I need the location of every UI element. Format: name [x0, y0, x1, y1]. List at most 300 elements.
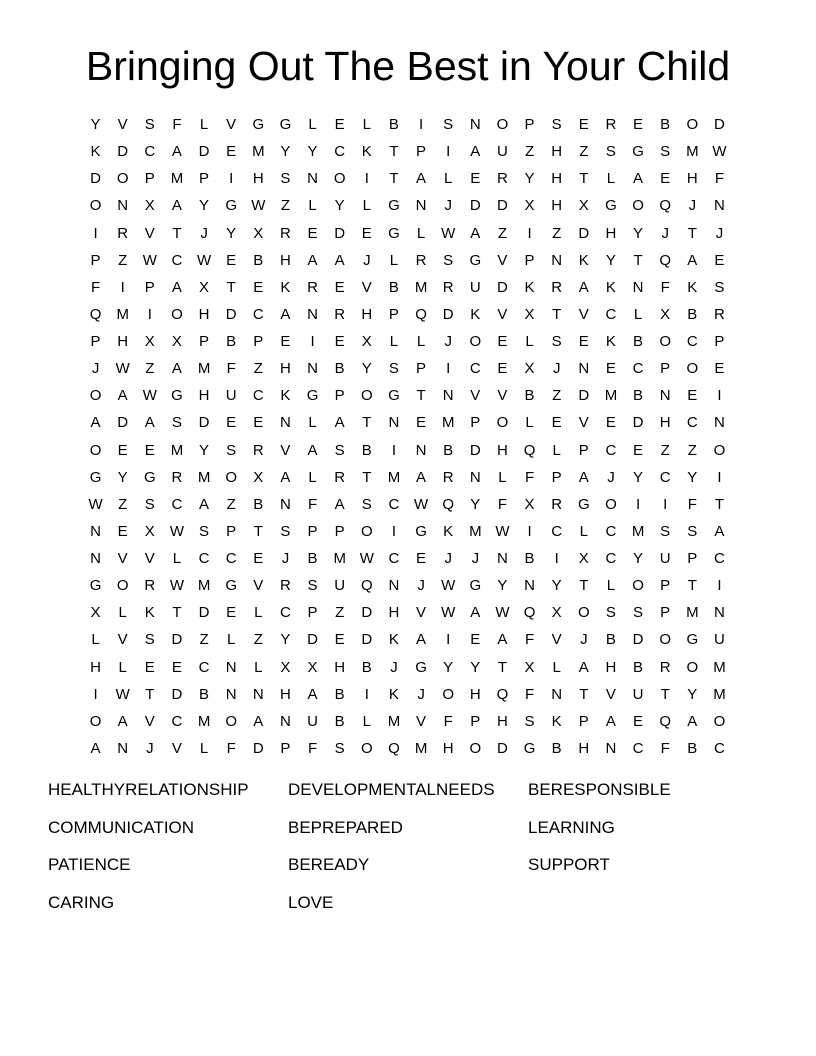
grid-cell: A — [334, 495, 345, 513]
grid-cell: Q — [388, 739, 400, 757]
grid-cell: Y — [687, 685, 698, 703]
grid-cell: P — [470, 414, 481, 432]
grid-cell: Z — [199, 631, 209, 649]
grid-cell: V — [171, 739, 182, 757]
grid-cell: X — [578, 550, 589, 568]
grid-cell: N — [551, 685, 563, 703]
grid-cell: C — [171, 495, 183, 513]
grid-cell: O — [360, 739, 373, 757]
grid-cell: A — [280, 468, 291, 486]
grid-cell: B — [633, 387, 644, 405]
grid-cell: N — [714, 414, 725, 432]
grid-cell: Z — [280, 197, 291, 215]
grid-cell: S — [551, 116, 562, 134]
grid-cell: E — [334, 116, 345, 134]
word-list-item: LOVE — [288, 893, 334, 913]
grid-cell: H — [605, 658, 617, 676]
grid-cell: Y — [90, 116, 101, 134]
grid-cell: M — [252, 143, 265, 161]
word-list-item: COMMUNICATION — [48, 817, 195, 837]
grid-cell: E — [687, 387, 698, 405]
grid-cell: O — [89, 441, 102, 459]
grid-cell: M — [197, 577, 211, 595]
grid-cell: C — [632, 360, 644, 378]
grid-cell: J — [200, 224, 208, 242]
grid-cell: L — [552, 658, 561, 676]
grid-cell: V — [253, 577, 264, 595]
grid-cell: A — [470, 224, 481, 242]
grid-cell: I — [418, 116, 424, 134]
grid-cell: G — [632, 143, 644, 161]
grid-cell: H — [252, 170, 264, 188]
grid-cell: W — [495, 604, 510, 622]
grid-cell: R — [551, 495, 563, 513]
grid-cell: L — [254, 658, 263, 676]
grid-cell: G — [523, 739, 536, 757]
grid-cell: L — [416, 224, 426, 242]
grid-cell: C — [198, 658, 210, 676]
grid-cell: N — [524, 577, 535, 595]
grid-cell: H — [280, 360, 291, 378]
grid-cell: U — [632, 685, 644, 703]
grid-cell: C — [252, 305, 264, 323]
grid-cell: T — [362, 414, 372, 432]
grid-cell: P — [334, 387, 345, 405]
grid-cell: C — [714, 550, 725, 568]
grid-cell: T — [172, 224, 182, 242]
grid-cell: N — [280, 495, 291, 513]
grid-cell: N — [388, 577, 400, 595]
grid-cell: Z — [552, 224, 562, 242]
grid-cell: J — [281, 550, 290, 568]
grid-cell: C — [144, 143, 156, 161]
grid-cell: O — [89, 712, 102, 730]
grid-cell: F — [660, 739, 670, 757]
grid-cell: P — [199, 333, 210, 351]
grid-cell: A — [470, 604, 481, 622]
grid-cell: I — [663, 495, 668, 513]
grid-cell: W — [115, 360, 130, 378]
grid-cell: V — [117, 116, 128, 134]
word-list-item: BEPREPARED — [288, 817, 403, 837]
grid-cell: T — [226, 278, 236, 296]
grid-cell: Z — [226, 495, 236, 513]
grid-cell: E — [633, 441, 644, 459]
grid-cell: W — [712, 143, 727, 161]
grid-cell: V — [226, 116, 237, 134]
grid-cell: U — [307, 712, 318, 730]
grid-cell: Y — [633, 550, 644, 568]
grid-cell: L — [606, 170, 616, 188]
grid-cell: C — [605, 522, 617, 540]
grid-cell: E — [226, 251, 237, 269]
word-list-item: PATIENCE — [48, 855, 131, 875]
grid-cell: X — [307, 658, 318, 676]
grid-cell: B — [388, 278, 399, 296]
grid-cell: O — [605, 495, 617, 513]
grid-cell: N — [605, 739, 617, 757]
grid-cell: E — [714, 360, 725, 378]
grid-cell: W — [495, 522, 510, 540]
grid-cell: U — [225, 387, 237, 405]
grid-cell: L — [579, 522, 588, 540]
grid-cell: B — [199, 685, 210, 703]
grid-cell: Y — [199, 197, 210, 215]
grid-cell: E — [117, 522, 128, 540]
grid-cell: C — [686, 333, 698, 351]
grid-cell: N — [714, 197, 725, 215]
grid-cell: O — [89, 197, 102, 215]
grid-cell: B — [226, 333, 237, 351]
grid-cell: D — [361, 631, 373, 649]
grid-cell: S — [633, 604, 644, 622]
grid-cell: Z — [524, 143, 535, 161]
grid-cell: X — [144, 522, 155, 540]
grid-cell: I — [229, 170, 234, 188]
grid-cell: A — [714, 522, 725, 540]
grid-cell: M — [686, 143, 699, 161]
grid-cell: E — [253, 414, 264, 432]
grid-cell: P — [90, 251, 101, 269]
grid-cell: N — [225, 685, 237, 703]
grid-cell: E — [605, 414, 616, 432]
grid-cell: G — [225, 577, 238, 595]
grid-cell: P — [524, 116, 535, 134]
grid-cell: T — [389, 170, 399, 188]
grid-cell: A — [199, 495, 210, 513]
grid-cell: D — [578, 224, 590, 242]
word-list-item: HEALTHYRELATIONSHIP — [48, 780, 249, 799]
grid-cell: Y — [633, 224, 644, 242]
grid-cell: O — [225, 468, 238, 486]
grid-cell: S — [334, 739, 345, 757]
grid-cell: O — [686, 116, 699, 134]
grid-cell: I — [554, 550, 559, 568]
grid-cell: R — [171, 468, 183, 486]
grid-cell: P — [226, 522, 237, 540]
grid-cell: E — [307, 224, 318, 242]
grid-cell: O — [442, 685, 455, 703]
grid-cell: C — [171, 712, 183, 730]
grid-cell: C — [469, 360, 481, 378]
grid-cell: P — [388, 305, 399, 323]
grid-cell: X — [144, 333, 155, 351]
grid-cell: S — [660, 522, 671, 540]
grid-cell: P — [307, 522, 318, 540]
grid-cell: V — [416, 712, 427, 730]
grid-cell: I — [93, 685, 98, 703]
grid-cell: G — [388, 197, 400, 215]
grid-cell: T — [145, 685, 155, 703]
grid-cell: K — [470, 305, 481, 323]
grid-cell: N — [659, 387, 671, 405]
grid-cell: V — [497, 251, 508, 269]
grid-cell: N — [307, 170, 318, 188]
letter-grid — [82, 111, 733, 762]
grid-cell: V — [144, 550, 155, 568]
grid-cell: R — [659, 658, 671, 676]
grid-cell: F — [226, 360, 236, 378]
grid-cell: I — [120, 278, 125, 296]
grid-cell: H — [605, 224, 617, 242]
grid-cell: S — [280, 170, 291, 188]
grid-cell: D — [714, 116, 725, 134]
grid-cell: M — [441, 414, 455, 432]
grid-cell: F — [524, 685, 535, 703]
grid-cell: P — [280, 739, 291, 757]
grid-cell: C — [280, 604, 291, 622]
grid-cell: H — [442, 739, 454, 757]
grid-cell: H — [469, 685, 481, 703]
grid-cell: P — [199, 170, 210, 188]
grid-cell: D — [497, 278, 508, 296]
grid-cell: X — [144, 197, 155, 215]
grid-cell: L — [444, 170, 453, 188]
grid-cell: A — [171, 278, 182, 296]
grid-cell: H — [198, 305, 210, 323]
grid-cell: S — [388, 360, 399, 378]
grid-cell: L — [199, 739, 209, 757]
grid-cell: U — [714, 631, 725, 649]
grid-cell: A — [497, 631, 508, 649]
grid-cell: Z — [687, 441, 697, 459]
grid-cell: I — [717, 387, 722, 405]
grid-cell: Z — [579, 143, 589, 161]
grid-cell: L — [633, 305, 643, 323]
grid-cell: L — [227, 631, 236, 649]
grid-cell: D — [171, 631, 183, 649]
grid-cell: Q — [496, 685, 509, 703]
grid-cell: K — [443, 522, 454, 540]
grid-cell: Q — [659, 251, 672, 269]
grid-cell: Z — [145, 360, 155, 378]
grid-cell: T — [579, 577, 589, 595]
grid-cell: B — [334, 360, 345, 378]
grid-cell: I — [147, 305, 152, 323]
grid-cell: M — [197, 468, 211, 486]
grid-cell: H — [280, 685, 291, 703]
grid-cell: C — [605, 550, 617, 568]
grid-cell: O — [686, 658, 699, 676]
grid-cell: I — [391, 522, 397, 540]
grid-cell: B — [334, 712, 345, 730]
grid-cell: B — [307, 550, 318, 568]
grid-cell: E — [470, 631, 481, 649]
grid-cell: O — [225, 712, 238, 730]
grid-cell: T — [416, 387, 426, 405]
grid-cell: H — [117, 333, 129, 351]
grid-cell: P — [144, 170, 155, 188]
grid-cell: P — [714, 333, 725, 351]
grid-cell: N — [90, 522, 101, 540]
grid-cell: P — [253, 333, 264, 351]
grid-cell: A — [605, 712, 616, 730]
grid-cell: L — [91, 631, 100, 649]
grid-cell: V — [578, 305, 589, 323]
grid-cell: Y — [334, 197, 345, 215]
grid-cell: B — [605, 631, 616, 649]
grid-cell: N — [551, 251, 563, 269]
grid-cell: I — [446, 143, 451, 161]
grid-cell: E — [171, 658, 182, 676]
grid-cell: V — [144, 712, 155, 730]
grid-cell: E — [714, 251, 725, 269]
grid-cell: B — [361, 441, 372, 459]
grid-cell: J — [417, 577, 425, 595]
grid-cell: R — [280, 577, 291, 595]
grid-cell: R — [442, 278, 454, 296]
grid-cell: M — [116, 305, 129, 323]
grid-cell: K — [578, 251, 589, 269]
grid-cell: A — [416, 631, 427, 649]
grid-cell: A — [470, 143, 481, 161]
grid-cell: R — [252, 441, 264, 459]
grid-cell: B — [687, 305, 698, 323]
grid-cell: A — [633, 170, 644, 188]
grid-cell: E — [226, 414, 237, 432]
grid-cell: Y — [280, 143, 291, 161]
grid-cell: P — [687, 550, 698, 568]
grid-cell: Q — [523, 604, 536, 622]
grid-cell: C — [388, 550, 400, 568]
grid-cell: M — [387, 468, 401, 486]
word-list-item: BERESPONSIBLE — [528, 780, 671, 799]
grid-cell: H — [90, 658, 101, 676]
grid-cell: D — [198, 604, 210, 622]
grid-cell: K — [524, 278, 535, 296]
grid-cell: G — [306, 387, 319, 405]
grid-cell: U — [469, 278, 481, 296]
grid-cell: L — [362, 197, 371, 215]
grid-cell: X — [253, 224, 264, 242]
grid-cell: H — [198, 387, 210, 405]
grid-cell: W — [142, 251, 157, 269]
grid-cell: R — [551, 278, 563, 296]
grid-cell: P — [90, 333, 101, 351]
grid-cell: N — [415, 441, 427, 459]
grid-cell: D — [198, 143, 210, 161]
grid-cell: G — [171, 387, 183, 405]
grid-cell: M — [170, 170, 184, 188]
grid-cell: L — [308, 197, 317, 215]
grid-cell: N — [117, 197, 129, 215]
grid-cell: P — [660, 604, 671, 622]
grid-cell: P — [524, 251, 535, 269]
grid-cell: R — [497, 170, 508, 188]
grid-cell: R — [714, 305, 725, 323]
grid-cell: F — [443, 712, 453, 730]
grid-cell: A — [171, 197, 182, 215]
grid-cell: G — [469, 577, 482, 595]
grid-cell: V — [361, 278, 372, 296]
grid-cell: N — [714, 604, 725, 622]
grid-cell: G — [225, 197, 238, 215]
grid-cell: H — [578, 739, 590, 757]
grid-cell: H — [497, 441, 508, 459]
grid-cell: Q — [659, 197, 672, 215]
grid-cell: Z — [660, 441, 670, 459]
grid-cell: D — [252, 739, 264, 757]
grid-cell: R — [307, 278, 318, 296]
grid-cell: E — [334, 631, 345, 649]
grid-cell: D — [90, 170, 101, 188]
grid-cell: J — [417, 685, 425, 703]
grid-cell: S — [144, 631, 155, 649]
grid-cell: Q — [360, 577, 373, 595]
grid-cell: P — [144, 278, 155, 296]
grid-cell: E — [660, 170, 671, 188]
grid-cell: E — [334, 278, 345, 296]
grid-cell: A — [578, 468, 589, 486]
grid-cell: V — [497, 387, 508, 405]
grid-cell: W — [359, 550, 374, 568]
grid-cell: I — [446, 631, 451, 649]
grid-cell: L — [308, 414, 317, 432]
grid-cell: J — [552, 360, 561, 378]
grid-cell: F — [497, 495, 508, 513]
grid-cell: F — [172, 116, 182, 134]
grid-cell: T — [389, 143, 399, 161]
grid-cell: P — [334, 522, 345, 540]
grid-cell: O — [89, 387, 102, 405]
grid-cell: Z — [118, 251, 128, 269]
grid-cell: S — [334, 441, 345, 459]
grid-cell: I — [527, 224, 532, 242]
grid-cell: I — [527, 522, 532, 540]
grid-cell: D — [307, 631, 318, 649]
grid-cell: H — [659, 414, 671, 432]
grid-cell: Z — [118, 495, 128, 513]
grid-cell: C — [605, 305, 617, 323]
grid-cell: V — [470, 387, 481, 405]
grid-cell: W — [196, 251, 212, 269]
grid-cell: G — [143, 468, 156, 486]
grid-cell: J — [661, 224, 669, 242]
grid-cell: I — [364, 685, 369, 703]
grid-cell: E — [253, 278, 264, 296]
grid-cell: Q — [415, 305, 427, 323]
grid-cell: B — [253, 251, 264, 269]
grid-cell: X — [524, 360, 535, 378]
grid-cell: C — [686, 414, 698, 432]
grid-cell: S — [605, 143, 616, 161]
grid-cell: J — [715, 224, 724, 242]
grid-cell: S — [443, 116, 454, 134]
grid-cell: W — [251, 197, 266, 215]
grid-cell: D — [117, 143, 129, 161]
grid-cell: N — [225, 658, 237, 676]
grid-cell: O — [469, 739, 482, 757]
grid-cell: L — [552, 441, 561, 459]
grid-cell: S — [687, 522, 698, 540]
grid-cell: E — [144, 441, 155, 459]
grid-cell: N — [578, 360, 590, 378]
grid-cell: M — [686, 604, 699, 622]
grid-cell: T — [497, 658, 508, 676]
grid-cell: O — [116, 577, 129, 595]
grid-cell: S — [524, 712, 535, 730]
grid-cell: R — [144, 577, 156, 595]
grid-cell: N — [307, 305, 318, 323]
grid-cell: N — [280, 712, 291, 730]
grid-cell: G — [415, 522, 427, 540]
grid-cell: Q — [89, 305, 102, 323]
grid-cell: S — [280, 522, 291, 540]
grid-cell: Q — [523, 441, 536, 459]
grid-cell: W — [413, 495, 429, 513]
grid-cell: X — [199, 278, 210, 296]
grid-cell: Z — [253, 631, 263, 649]
